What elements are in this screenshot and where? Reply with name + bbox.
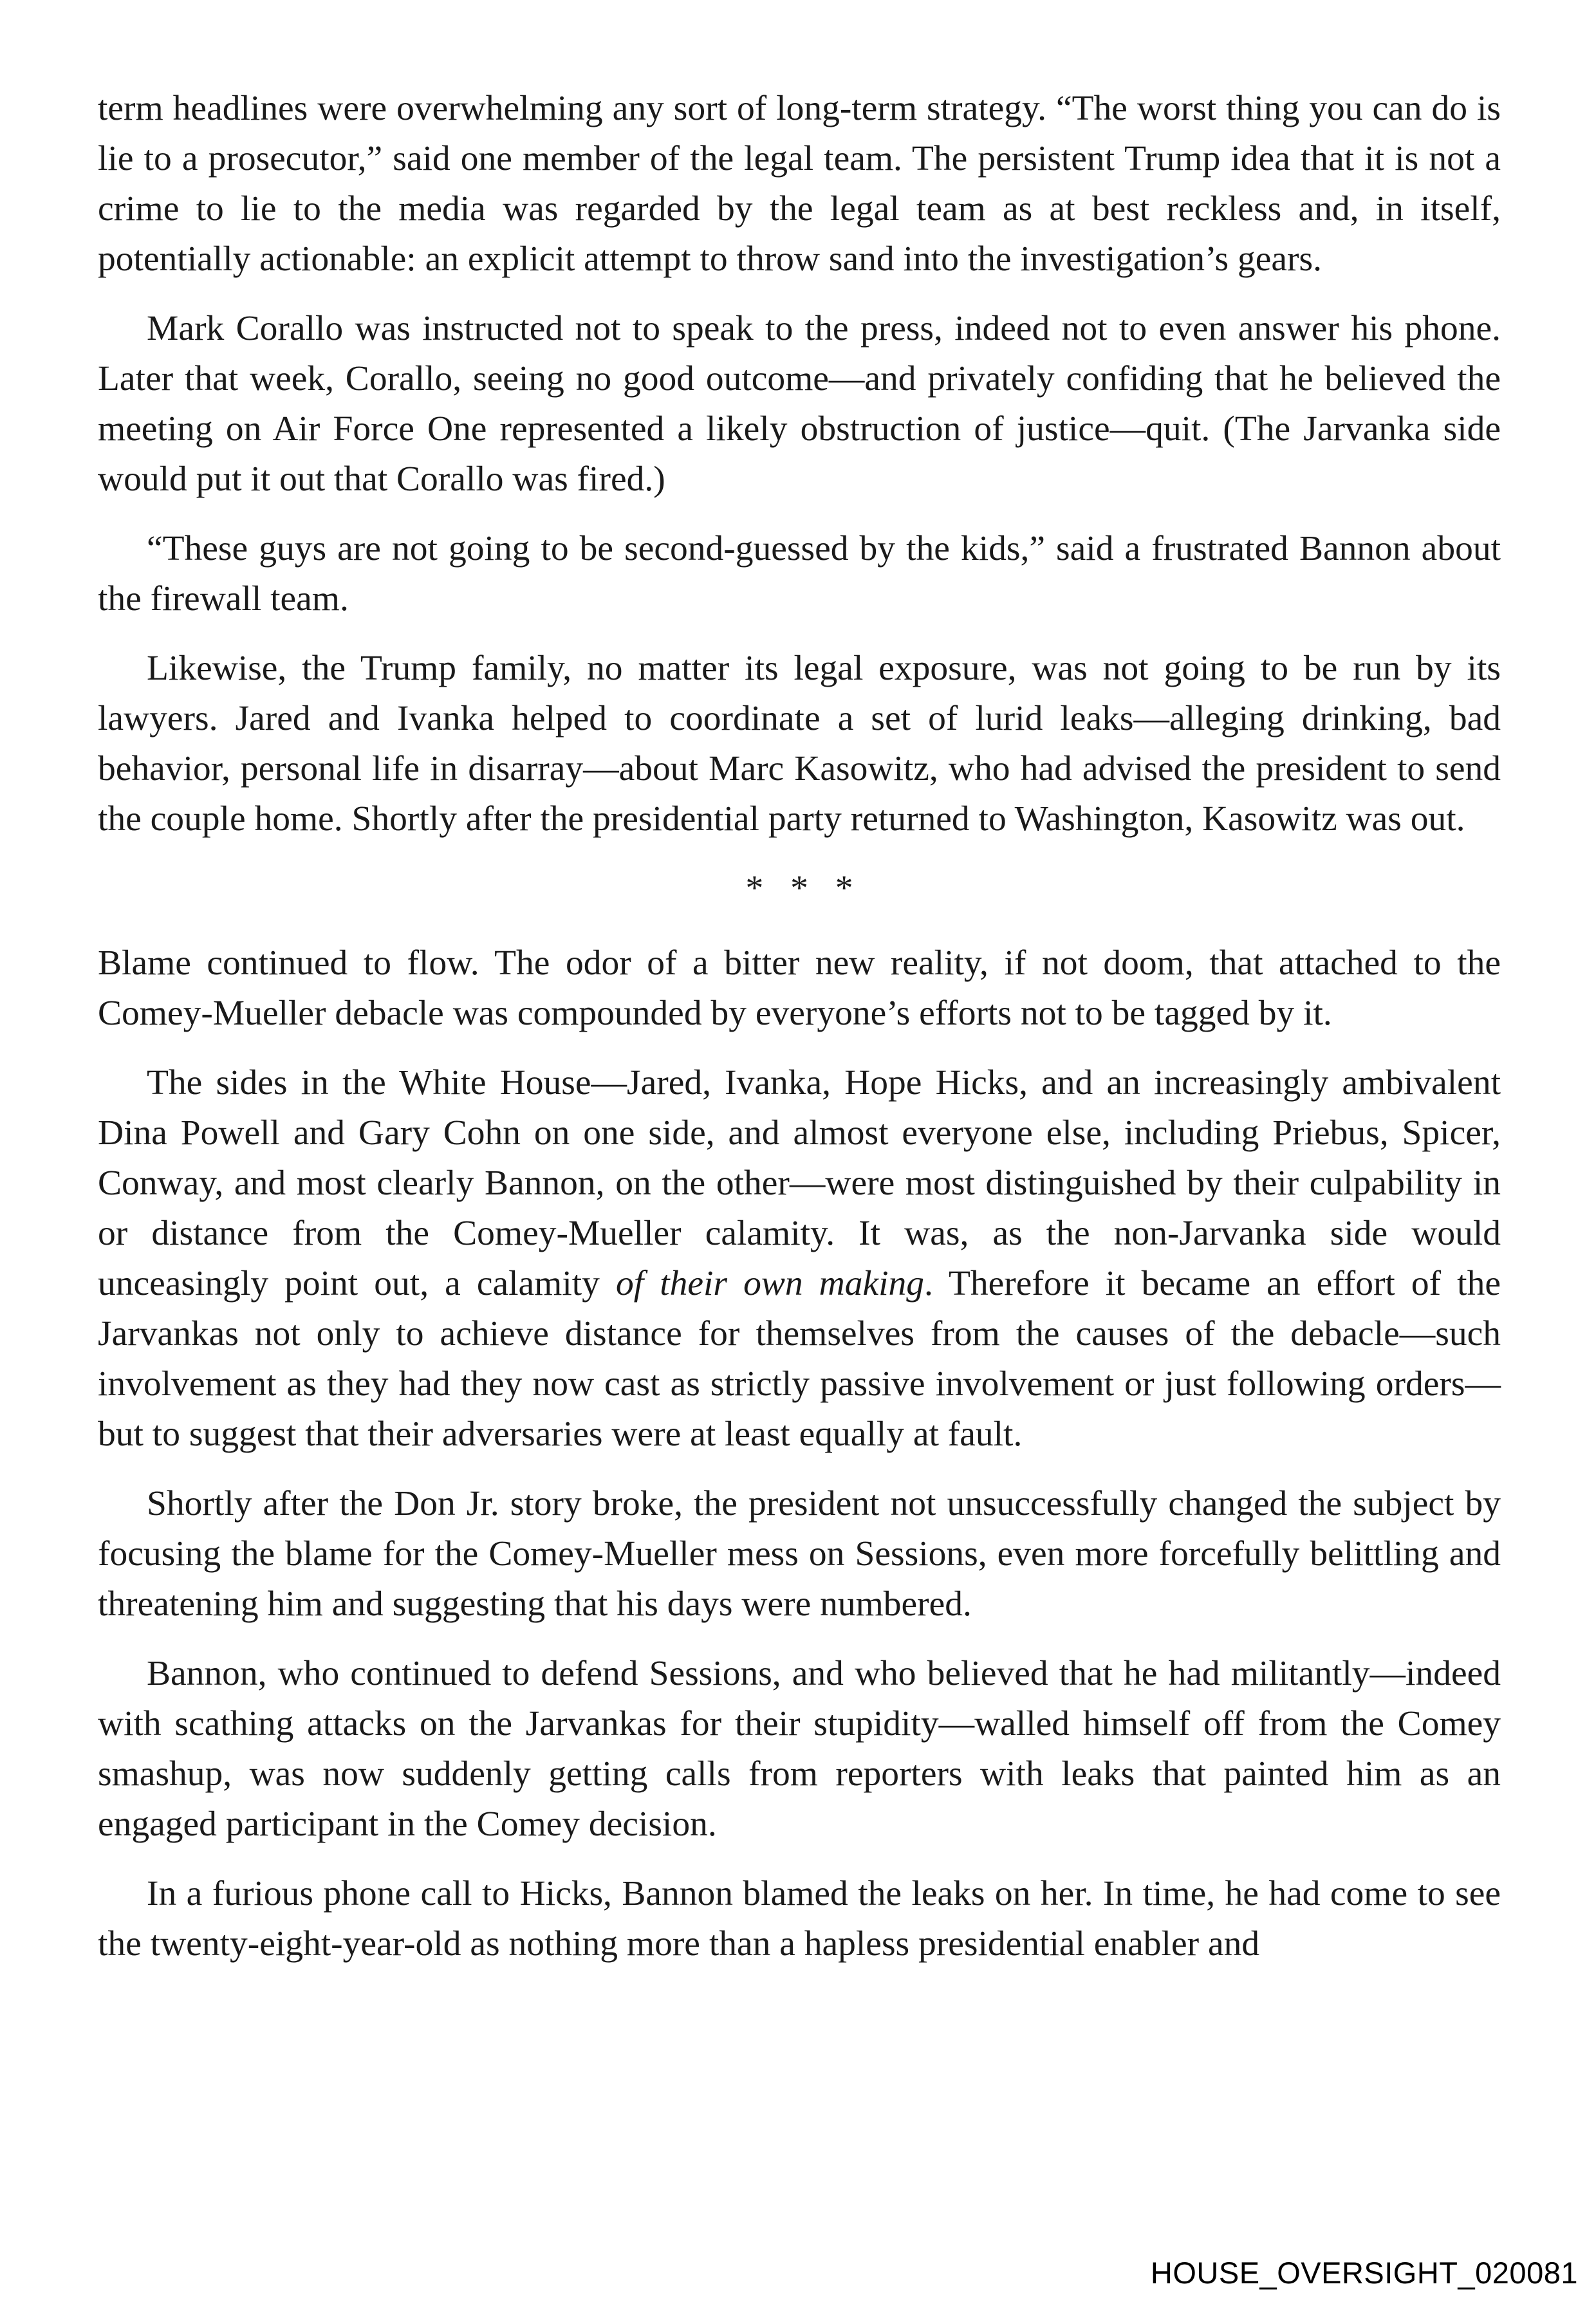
paragraph-corallo: Mark Corallo was instructed not to speak to the press, indeed not to even answer his phone. Later that week, Corallo, seeing no good outcome—and privately confiding that he believed the meeting on Air Force One represented a likely obstruction of justice—quit. (The Jarvanka side would put it out that Corallo was fired.) (98, 309, 1501, 499)
paragraph-kasowitz: Likewise, the Trump family, no matter its legal exposure, was not going to be run by its lawyers. Jared and Ivanka helped to coordinate a set of lurid leaks—alleging drinking, bad behavior, personal life in disarray—about Marc Kasowitz, who had advised the president to send the couple home. Shortly after the presidential party returned to Washington, Kasowitz was out. (98, 649, 1501, 839)
paragraph-sessions: Shortly after the Don Jr. story broke, the president not unsuccessfully changed the subject by focusing the blame for the Comey-Mueller mess on Sessions, even more forcefully belittling and threatening him and suggesting that his days were numbered. (98, 1484, 1501, 1624)
paragraph-sides-text-end: . Therefore it became an effort of the Jarvankas not only to achieve distance for themselves from the causes of the debacle—such involvement as they had they now cast as strictly passive involvement or just following orders—but to suggest that their adversaries were at least equally at fault. (98, 1264, 1501, 1454)
section-break: * * * (745, 869, 862, 908)
paragraph-hicks-call: In a furious phone call to Hicks, Bannon blamed the leaks on her. In time, he had come to see the twenty-eight-year-old as nothing more than a hapless presidential enabler and (98, 1874, 1501, 1963)
bates-number: HOUSE_OVERSIGHT_020081 (1150, 2256, 1578, 2290)
paragraph-sides-emphasis: of their own making (615, 1264, 925, 1303)
paragraph-bannon-quote: “These guys are not going to be second-guessed by the kids,” said a frustrated Bannon about the firewall team. (98, 529, 1501, 618)
paragraph-sides (98, 1058, 1501, 1460)
paragraph-continuation: term headlines were overwhelming any sort of long-term strategy. “The worst thing you can do is lie to a prosecutor,” said one member of the legal team. The persistent Trump idea that it is not a crime to lie to the media was regarded by the legal team as at best reckless and, in itself, potentially actionable: an explicit attempt to throw sand into the investigation’s gears. (98, 89, 1501, 279)
document-page (98, 84, 1501, 1989)
paragraph-sides-text-start: The sides in the White House—Jared, Ivanka, Hope Hicks, and an increasingly ambivalent Dina Powell and Gary Cohn on one side, and almost everyone else, including Priebus, Spicer, Conway, and most clearly Bannon, on the other—were most distinguished by their culpability in or distance from the Comey-Mueller calamity. It was, as the non-Jarvanka side would unceasingly point out, a calamity (98, 1063, 1501, 1303)
paragraph-blame: Blame continued to flow. The odor of a bitter new reality, if not doom, that attached to the Comey-Mueller debacle was compounded by everyone’s efforts not to be tagged by it. (98, 943, 1501, 1033)
paragraph-bannon-walled: Bannon, who continued to defend Sessions, and who believed that he had militantly—indeed with scathing attacks on the Jarvankas for their stupidity—walled himself off from the Comey smashup, was now suddenly getting calls from reporters with leaks that painted him as an engaged participant in the Comey decision. (98, 1654, 1501, 1844)
